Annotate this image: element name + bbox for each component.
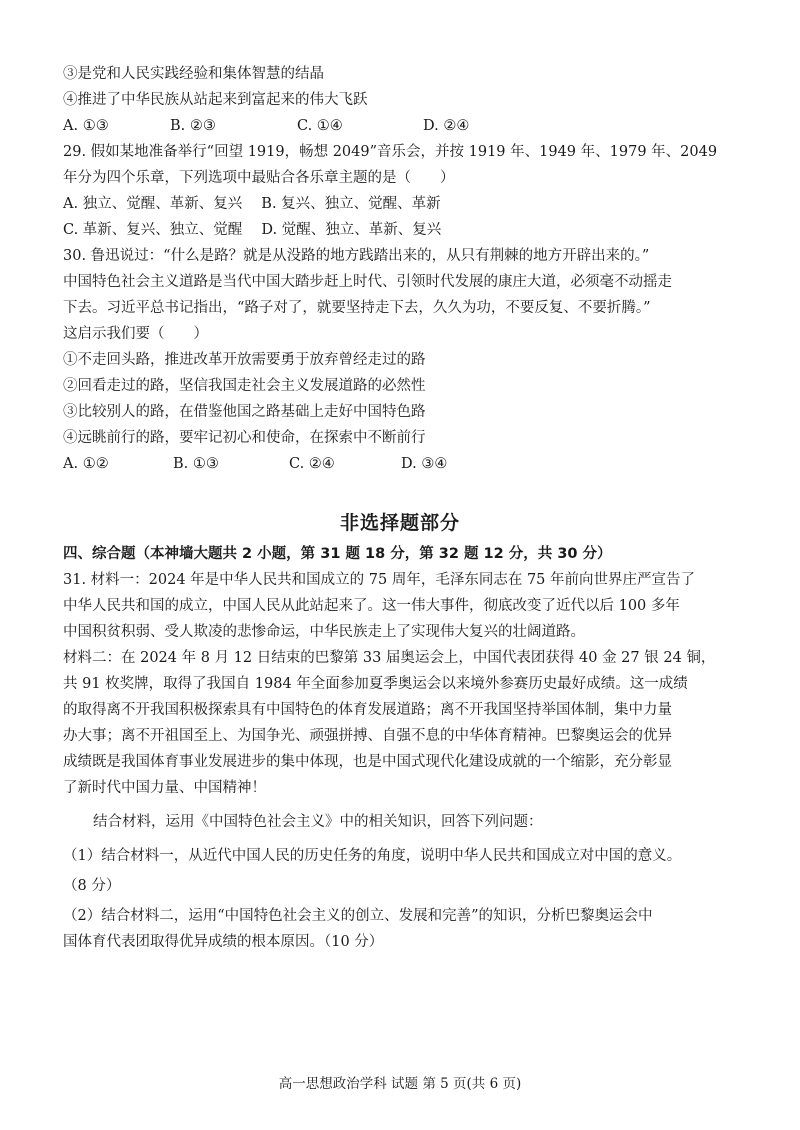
q28-option-d: D. ②④ [423, 118, 470, 134]
q31-sub2-line-2: 国体育代表团取得优异成绩的根本原因。（10 分） [63, 934, 384, 950]
q28-item-4: ④推进了中华民族从站起来到富起来的伟大飞跃 [63, 92, 368, 108]
q30-item-3: ③比较别人的路，在借鉴他国之路基础上走好中国特色路 [63, 404, 426, 420]
q30-item-2: ②回看走过的路，坚信我国走社会主义发展道路的必然性 [63, 378, 426, 394]
q29-stem-line-1: 29. 假如某地准备举行“回望 1919，畅想 2049”音乐会，并按 1919 年、1949 年、1979 年、2049 [63, 144, 718, 160]
q30-stem-line-4: 这启示我们要（ ） [63, 326, 208, 342]
q31-material2-line-3: 的取得离不开我国积极探索具有中国特色的体育发展道路；离不开我国坚持举国体制，集中力量 [63, 702, 672, 718]
q30-option-b: B. ①③ [173, 456, 219, 472]
q28-option-a: A. ①③ [63, 118, 109, 134]
q31-material2-line-6: 了新时代中国力量、中国精神！ [63, 780, 266, 796]
q31-sub2-line-1: （2）结合材料二，运用“中国特色社会主义的创立、发展和完善”的知识，分析巴黎奥运会中 [63, 908, 653, 924]
q30-stem-line-1: 30. 鲁迅说过：“什么是路？就是从没路的地方践踏出来的，从只有荆棘的地方开辟出来的。” [63, 248, 650, 264]
q29-options-line-1: A. 独立、觉醒、革新、复兴 B. 复兴、独立、觉醒、革新 [63, 196, 441, 212]
q31-material1-line-2: 中华人民共和国的成立，中国人民从此站起来了。这一伟大事件，彻底改变了近代以后 100 多年 [63, 598, 680, 614]
q30-option-d: D. ③④ [401, 456, 448, 472]
q30-stem-line-2: 中国特色社会主义道路是当代中国大踏步赶上时代、引领时代发展的康庄大道，必须毫不动摇走 [63, 274, 672, 290]
q30-option-c: C. ②④ [289, 456, 335, 472]
q28-option-c: C. ①④ [297, 118, 343, 134]
q31-material2-line-4: 办大事；离不开祖国至上、为国争光、顽强拼搏、自强不息的中华体育精神。巴黎奥运会的优异 [63, 728, 672, 744]
q28-options [63, 116, 469, 136]
section-title: 非选择题部分 [339, 512, 460, 534]
page-footer: 高一思想政治学科 试题 第 5 页(共 6 页) [278, 1076, 522, 1092]
q30-item-4: ④远眺前行的路，要牢记初心和使命，在探索中不断前行 [63, 430, 426, 446]
q30-stem-line-3: 下去。习近平总书记指出，“路子对了，就要坚持走下去，久久为功，不要反复、不要折腾。” [63, 300, 651, 316]
q30-option-a: A. ①② [63, 456, 109, 472]
q31-sub1-line-1: （1）结合材料一，从近代中国人民的历史任务的角度，说明中华人民共和国成立对中国的意义。 [63, 848, 682, 864]
q29-stem-line-2: 年分为四个乐章，下列选项中最贴合各乐章主题的是（ ） [63, 170, 455, 186]
q31-material2-line-1: 材料二：在 2024 年 8 月 12 日结束的巴黎第 33 届奥运会上，中国代表团获得 40 金 27 银 24 铜， [63, 650, 716, 666]
q31-material2-line-2: 共 91 枚奖牌，取得了我国自 1984 年全面参加夏季奥运会以来境外参赛历史最好成绩。这一成绩 [63, 676, 688, 692]
q30-item-1: ①不走回头路，推进改革开放需要勇于放弃曾经走过的路 [63, 352, 426, 368]
q31-material1-line-1: 31. 材料一：2024 年是中华人民共和国成立的 75 周年，毛泽东同志在 75 年前向世界庄严宣告了 [63, 572, 696, 588]
q31-material1-line-3: 中国积贫积弱、受人欺凌的悲惨命运，中华民族走上了实现伟大复兴的壮阔道路。 [63, 624, 585, 640]
q30-options [63, 454, 447, 474]
q31-sub1-line-2: （8 分） [63, 878, 121, 894]
q28-item-3: ③是党和人民实践经验和集体智慧的结晶 [63, 66, 324, 82]
section-heading: 四、综合题（本神墙大题共 2 小题，第 31 题 18 分，第 32 题 12 分，共 30 分） [63, 546, 612, 562]
q31-material2-line-5: 成绩既是我国体育事业发展进步的集中体现，也是中国式现代化建设成就的一个缩影，充分彰显 [63, 754, 672, 770]
q29-options-line-2: C. 革新、复兴、独立、觉醒 D. 觉醒、独立、革新、复兴 [63, 222, 442, 238]
q31-instruction: 结合材料，运用《中国特色社会主义》中的相关知识，回答下列问题： [93, 814, 543, 830]
q28-option-b: B. ②③ [170, 118, 216, 134]
